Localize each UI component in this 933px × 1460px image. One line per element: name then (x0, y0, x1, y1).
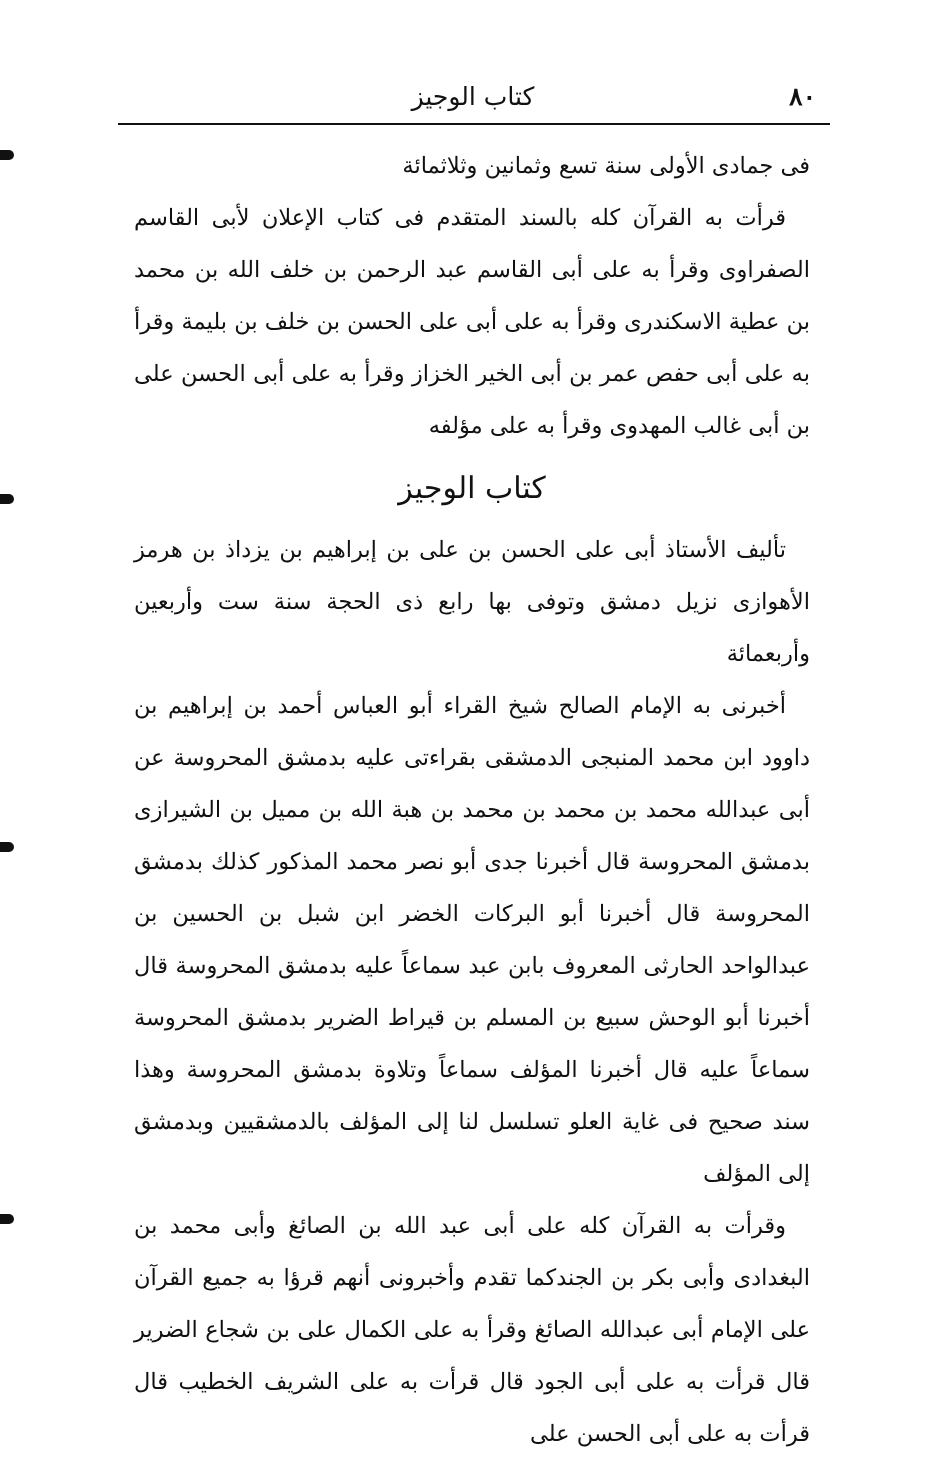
page-body (134, 140, 810, 1460)
paragraph-isnad-sayigh: وقرأت به القرآن كله على أبى عبد الله بن الصائغ وأبى محمد بن البغدادى وأبى بكر بن الجندكما تقدم وأخبرونى أنهم قرؤا به جميع القرآن على الإمام أبى عبدالله الصائغ وقرأ به على الكمال على بن شجاع الضرير قال قرأت به على أبى الجود قال قرأت به على الشريف الخطيب قال قرأت به على أبى الحسن على (134, 1213, 810, 1447)
page-edge-mark (0, 1214, 14, 1224)
header-rule (118, 123, 830, 125)
page-edge-mark (0, 494, 14, 504)
page-number: ٨٠ (789, 82, 816, 111)
paragraph-author: تأليف الأستاذ أبى على الحسن بن على بن إبراهيم بن يزداذ بن هرمز الأهوازى نزيل دمشق وتوفى بها رابع ذى الحجة سنة ست وأربعين وأربعمائة (134, 537, 810, 667)
page-header (118, 78, 828, 122)
page-edge-mark (0, 150, 14, 160)
paragraph-isnad-dimashq: أخبرنى به الإمام الصالح شيخ القراء أبو العباس أحمد بن إبراهيم بن داوود ابن محمد المنبجى الدمشقى بقراءتى عليه بدمشق المحروسة عن أبى عبدالله محمد بن محمد بن محمد بن هبة الله بن مميل بن الشيرازى بدمشق المحروسة قال أخبرنا جدى أبو نصر محمد المذكور كذلك بدمشق المحروسة قال أخبرنا أبو البركات الخضر ابن شبل بن الحسين بن عبدالواحد الحارثى المعروف بابن عبد سماعاً عليه بدمشق المحروسة قال أخبرنا أبو الوحش سبيع بن المسلم بن قيراط الضرير بدمشق المحروسة سماعاً عليه قال أخبرنا المؤلف سماعاً وتلاوة بدمشق المحروسة وهذا سند صحيح فى غاية العلو تسلسل لنا إلى المؤلف بالدمشقيين وبدمشق إلى المؤلف (134, 693, 810, 1187)
paragraph-date-line: فى جمادى الأولى سنة تسع وثمانين وثلاثمائة (402, 153, 810, 179)
page-edge-mark (0, 842, 14, 852)
running-title: كتاب الوجيز (411, 82, 535, 111)
section-heading: كتاب الوجيز (398, 471, 546, 506)
paragraph-isnad-ilan: قرأت به القرآن كله بالسند المتقدم فى كتاب الإعلان لأبى القاسم الصفراوى وقرأ به على أبى القاسم عبد الرحمن بن خلف الله بن محمد بن عطية الاسكندرى وقرأ به على أبى على الحسن بن خلف بن بليمة وقرأ به على أبى حفص عمر بن أبى الخير الخزاز وقرأ به على أبى الحسن على بن أبى غالب المهدوى وقرأ به على مؤلفه (134, 205, 810, 439)
